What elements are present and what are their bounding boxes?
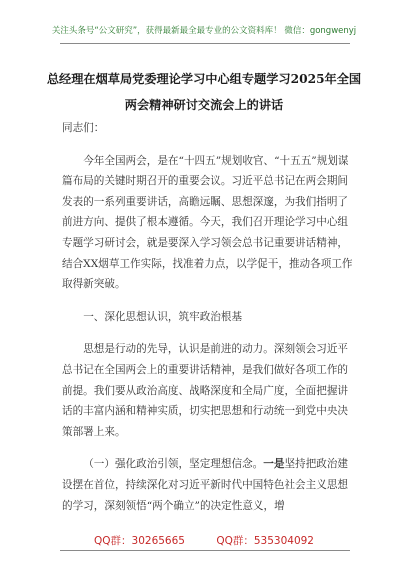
header-divider [60,43,350,44]
paragraph-3-text: 坚持把政治建设摆在首位，持续深化对习近平新时代中国特色社会主义思想的学习，深刻领悟“两个确立”的决定性意义，增 [62,458,349,512]
footer-qq-group-1: QQ群：30265665 [94,535,185,547]
footer-qq-group-2: QQ群：535304092 [216,535,314,547]
document-title [40,66,368,118]
footer-divider [60,550,350,551]
title-line-2: 两会精神研讨交流会上的讲话 [124,98,284,112]
paragraph-1: 今年全国两会，是在“十四五”规划收官、“十五五”规划谋篇布局的关键时期召开的重要会议。习近平总书记在两会期间发表的一系列重要讲话，高瞻远瞩、思想深邃，为我们指明了前进方向、提供了根本遵循。今天，我们召开理论学习中心组专题学习研讨会，就是要深入学习领会总书记重要讲话精神，结合XX烟草工作实际，找准着力点，以学促干，推动各项工作取得新突破。 [62,154,353,291]
paragraph-2: 思想是行动的先导，认识是前进的动力。深刻领会习近平总书记在全国两会上的重要讲话精神，是我们做好各项工作的前提。我们要从政治高度、战略深度和全局广度，全面把握讲话的丰富内涵和精神实质，切实把思想和行动统一到党中央决策部署上来。 [62,343,349,438]
title-line-1: 总经理在烟草局党委理论学习中心组专题学习2025年全国 [46,72,362,86]
document-body [62,118,354,516]
paragraph-3 [62,454,354,516]
section-heading-1: 一、深化思想认识，筑牢政治根基 [83,310,243,323]
header-promo-note: 关注头条号“公文研究”，获得最新最全最专业的公文资料库！ 微信：gongwenyj [51,26,357,36]
salutation: 同志们： [62,122,105,134]
paragraph-3-subheading: （一）强化政治引领，坚定理想信念。 [83,458,264,471]
paragraph-3-emphasis: 一是 [263,458,285,471]
footer-contacts [0,533,408,548]
